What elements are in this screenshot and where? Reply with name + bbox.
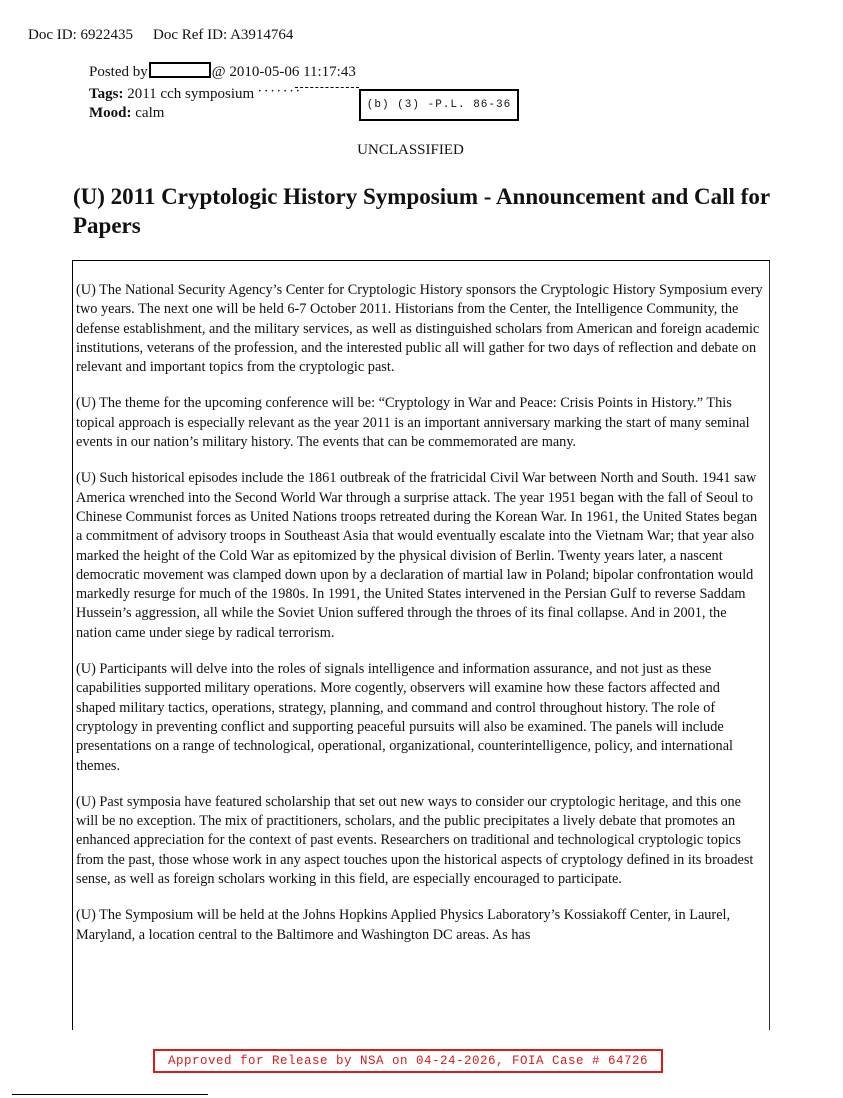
release-stamp: Approved for Release by NSA on 04-24-2026, FOIA Case # 64726 [153,1049,663,1073]
post-metadata [89,62,356,123]
redaction-dots: ······· [258,86,303,97]
posted-line [89,62,356,82]
tags-value[interactable]: 2011 cch symposium [127,86,255,102]
classification-text: UNCLASSIFIED [357,142,464,158]
body-text [73,281,767,962]
footer-rule [12,1094,208,1095]
tags-label: Tags: [89,86,124,102]
content-box [72,260,770,1030]
tags-line [89,82,356,104]
paragraph: (U) Participants will delve into the roles of signals intelligence and information assurance, and not just as these capabilities supported military operations. More cogently, observers will examine how these factors affected and shaped military tactics, operations, strategy, planning, and command and control throughout history. The role of cryptology in preventing conflict and supporting peaceful pursuits will also be examined. The panels will include presentations on a range of technological, operational, organizational, counterintelligence, policy, and international themes. [76,661,734,774]
paragraph: (U) The National Security Agency’s Center for Cryptologic History sponsors the Cryptologic History Symposium every two years. The next one will be held 6-7 October 2011. Historians from the Center, the Intelligence Community, the defense establishment, and the military services, as well as distinguished scholars from American and foreign academic institutions, veterans of the profession, and the interested public all will gather for two days of reflection and debate on relevant and important topics from the cryptologic past. [76,282,763,376]
page-title: (U) 2011 Cryptologic History Symposium - Announcement and Call for Papers [73,184,770,238]
paragraph: (U) The Symposium will be held at the Johns Hopkins Applied Physics Laboratory’s Kossiakoff Center, in Laurel, Maryland, a location central to the Baltimore and Washington DC areas. As has [76,907,731,943]
classification-marking [0,142,843,159]
posted-by-label: Posted by [89,64,148,80]
paragraph: (U) Such historical episodes include the 1861 outbreak of the fratricidal Civil War between North and South. 1941 saw America wrenched into the Second World War through a surprise attack. The year 1951 began with the fall of Seoul to Chinese Communist forces as United Nations troops retreated during the Korean War. In 1961, the United States began a commitment of advisory troops in Southeast Asia that would eventually escalate into the Vietnam War; that year also marked the height of the Cold War as epitomized by the physical division of Berlin. Twenty years later, a nascent democratic movement was clamped down upon by a declaration of martial law in Poland; bipolar confrontation would markedly resurge for much of the 1980s. In 1991, the United States intervened in the Persian Gulf to reverse Saddam Hussein’s aggression, all while the Soviet Union suffered through the throes of its final collapse. And in 2001, the nation came under siege by radical terrorism. [76,470,758,641]
mood-label: Mood: [89,105,132,121]
document-header [28,27,293,44]
paragraph: (U) Past symposia have featured scholarship that set out new ways to consider our cryptologic heritage, and this one will be no exception. The mix of practitioners, scholars, and the public precipitates a lively debate that promotes an enhanced appreciation for the context of past events. Researchers on traditional and technological cryptologic topics from the past, those whose work in any aspect touches upon the historical aspects of cryptology defined in its broadest sense, as well as foreign scholars working in this field, are especially encouraged to participate. [76,793,754,888]
mood-line [89,104,356,123]
posted-at: @ 2010-05-06 11:17:43 [211,64,356,80]
exemption-stamp: (b) (3) -P.L. 86-36 [359,89,519,121]
mood-value: calm [135,105,165,121]
redaction-box [149,62,211,78]
doc-id: Doc ID: 6922435 [28,27,133,43]
doc-ref-id: Doc Ref ID: A3914764 [153,27,294,43]
paragraph: (U) The theme for the upcoming conference will be: “Cryptology in War and Peace: Crisis Points in History.” This topical approach is especially relevant as the year 2011 is an important anniversary marking the start of many seminal events in our nation’s military history. The events that can be commemorated are many. [76,395,750,451]
